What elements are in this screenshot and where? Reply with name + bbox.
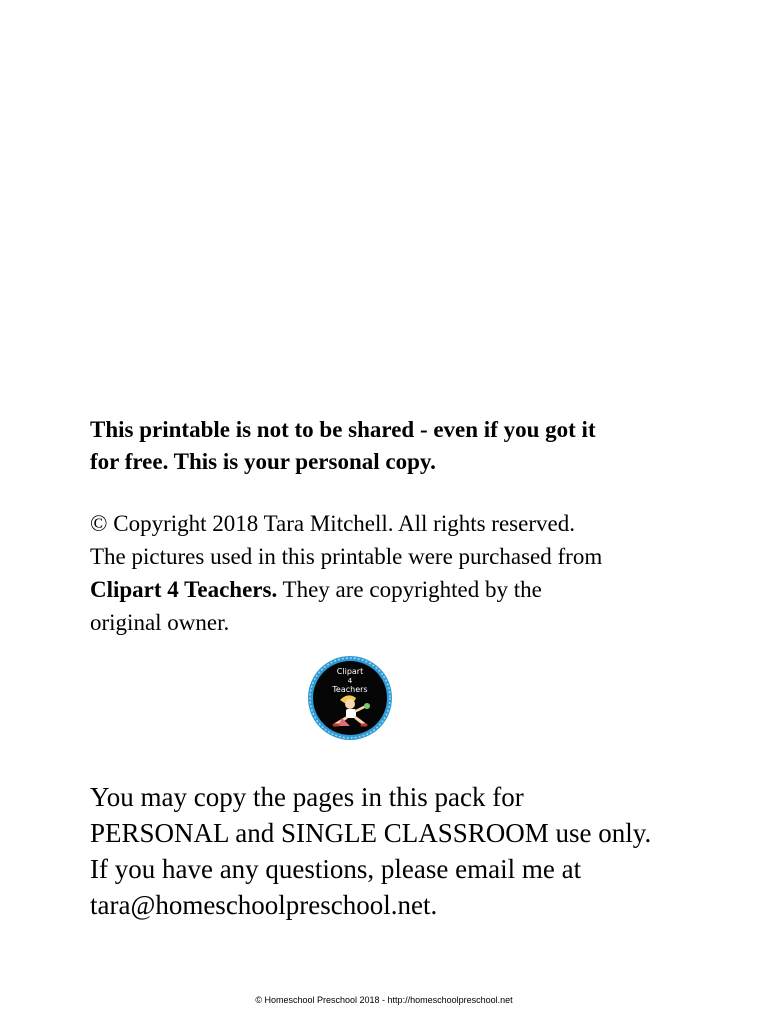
copyright-line-4: original owner. [90, 610, 230, 635]
copyright-line-3-rest: They are copyrighted by the [277, 577, 542, 602]
copyright-block [90, 507, 710, 639]
copyright-line-2: The pictures used in this printable were purchased from [90, 544, 603, 569]
usage-line-1: You may copy the pages in this pack for [90, 782, 524, 812]
sharing-notice [90, 414, 690, 478]
sharing-notice-line-2: for free. This is your personal copy. [90, 449, 436, 474]
clipart-brand-name: Clipart 4 Teachers. [90, 577, 278, 602]
logo-text-top: Clipart [336, 667, 364, 676]
usage-line-3: If you have any questions, please email me at [90, 854, 582, 884]
sharing-notice-line-1: This printable is not to be shared - even if you got it [90, 417, 596, 442]
logo-text-bottom: Teachers [332, 685, 368, 694]
clipart-4-teachers-logo [306, 654, 394, 742]
usage-line-2: PERSONAL and SINGLE CLASSROOM use only. [90, 818, 652, 848]
clipart-logo-graphic [306, 654, 394, 742]
copyright-line-3 [90, 573, 710, 606]
page-footer: © Homeschool Preschool 2018 - http://homeschoolpreschool.net [255, 995, 513, 1005]
usage-terms [90, 779, 730, 923]
logo-text-mid: 4 [347, 677, 353, 685]
usage-email: tara@homeschoolpreschool.net. [90, 890, 438, 920]
copyright-line-1: © Copyright 2018 Tara Mitchell. All rights reserved. [90, 511, 575, 536]
